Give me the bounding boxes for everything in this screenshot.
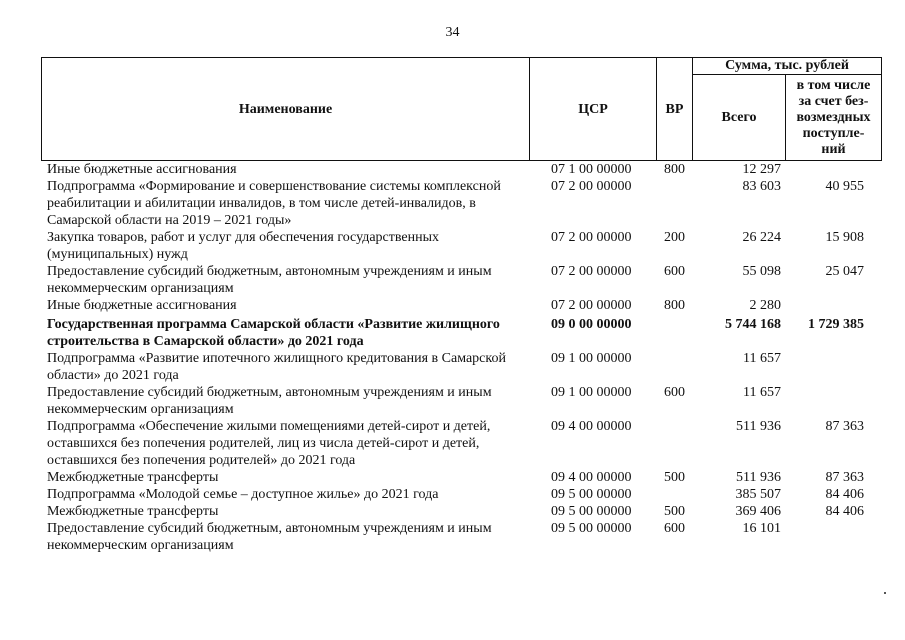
row-name: Межбюджетные трансферты (47, 470, 219, 485)
row-name: Подпрограмма «Обеспечение жилыми помещениями детей-сирот и детей, оставшихся без попечения родителей, лиц из числа детей-сирот и детей, оставшихся без попечения родителей» до 2021 года (47, 419, 491, 468)
row-incl: 87 363 (825, 419, 864, 434)
scan-speck (884, 592, 886, 594)
header-border-right (881, 57, 882, 161)
row-csr: 09 5 00 00000 (551, 504, 632, 519)
row-incl: 40 955 (825, 179, 864, 194)
row-csr: 09 1 00 00000 (551, 385, 632, 400)
header-name: Наименование (238, 101, 333, 117)
row-csr: 07 2 00 00000 (551, 298, 632, 313)
row-total: 5 744 168 (725, 317, 781, 332)
row-name: Предоставление субсидий бюджетным, автономным учреждениям и иным некоммерческим организациям (47, 385, 492, 417)
row-total: 83 603 (742, 179, 781, 194)
row-total: 11 657 (743, 351, 781, 366)
header-incl-line: возмездных (796, 110, 871, 125)
row-name: Подпрограмма «Развитие ипотечного жилищного кредитования в Самарской области» до 2021 года (47, 351, 506, 383)
row-vr: 600 (664, 385, 685, 400)
row-total: 12 297 (742, 162, 781, 177)
row-name: Государственная программа Самарской области «Развитие жилищного строительства в Самарской области» до 2021 года (47, 317, 500, 349)
row-csr: 09 5 00 00000 (551, 487, 632, 502)
row-vr: 600 (664, 521, 685, 536)
header-csr: ЦСР (578, 101, 608, 117)
row-incl: 84 406 (825, 504, 864, 519)
row-name: Межбюджетные трансферты (47, 504, 219, 519)
row-total: 385 507 (735, 487, 781, 502)
row-total: 26 224 (742, 230, 781, 245)
row-name: Подпрограмма «Молодой семье – доступное жилье» до 2021 года (47, 487, 439, 502)
row-name: Закупка товаров, работ и услуг для обеспечения государственных (муниципальных) нужд (47, 230, 440, 262)
row-csr: 09 0 00 00000 (551, 317, 632, 332)
row-csr: 09 1 00 00000 (551, 351, 632, 366)
row-total: 369 406 (735, 504, 781, 519)
row-vr: 800 (664, 298, 685, 313)
row-total: 2 280 (749, 298, 781, 313)
header-incl-line: за счет без- (798, 94, 869, 109)
row-incl: 1 729 385 (808, 317, 864, 332)
row-csr: 07 2 00 00000 (551, 230, 632, 245)
row-total: 16 101 (742, 521, 781, 536)
row-total: 511 936 (736, 419, 781, 434)
row-csr: 09 4 00 00000 (551, 470, 632, 485)
header-vr: ВР (665, 101, 684, 117)
row-name: Предоставление субсидий бюджетным, автономным учреждениям и иным некоммерческим организациям (47, 521, 492, 553)
header-incl-line: ний (821, 142, 846, 157)
row-incl: 87 363 (825, 470, 864, 485)
row-incl: 15 908 (825, 230, 864, 245)
row-vr: 200 (664, 230, 685, 245)
row-vr: 500 (664, 504, 685, 519)
row-csr: 07 1 00 00000 (551, 162, 632, 177)
row-name: Предоставление субсидий бюджетным, автономным учреждениям и иным некоммерческим организациям (47, 264, 492, 296)
row-csr: 09 5 00 00000 (551, 521, 632, 536)
row-total: 11 657 (743, 385, 781, 400)
row-incl: 84 406 (825, 487, 864, 502)
row-total: 511 936 (736, 470, 781, 485)
row-total: 55 098 (742, 264, 781, 279)
page-number: 34 (445, 25, 460, 40)
header-incl-line: в том числе (796, 78, 871, 93)
row-name: Иные бюджетные ассигнования (47, 162, 237, 177)
row-csr: 07 2 00 00000 (551, 264, 632, 279)
header-total: Всего (721, 110, 757, 125)
row-name: Иные бюджетные ассигнования (47, 298, 237, 313)
row-vr: 500 (664, 470, 685, 485)
header-incl (786, 75, 881, 161)
row-name: Подпрограмма «Формирование и совершенствование системы комплексной реабилитации и абилитации инвалидов, в том числе детей-инвалидов, в Самарской области на 2019 – 2021 годы» (47, 179, 501, 228)
row-vr: 600 (664, 264, 685, 279)
row-vr: 800 (664, 162, 685, 177)
row-csr: 09 4 00 00000 (551, 419, 632, 434)
header-incl-line: поступле- (802, 126, 865, 141)
row-incl: 25 047 (825, 264, 864, 279)
header-sum-group: Сумма, тыс. рублей (725, 57, 849, 73)
row-csr: 07 2 00 00000 (551, 179, 632, 194)
